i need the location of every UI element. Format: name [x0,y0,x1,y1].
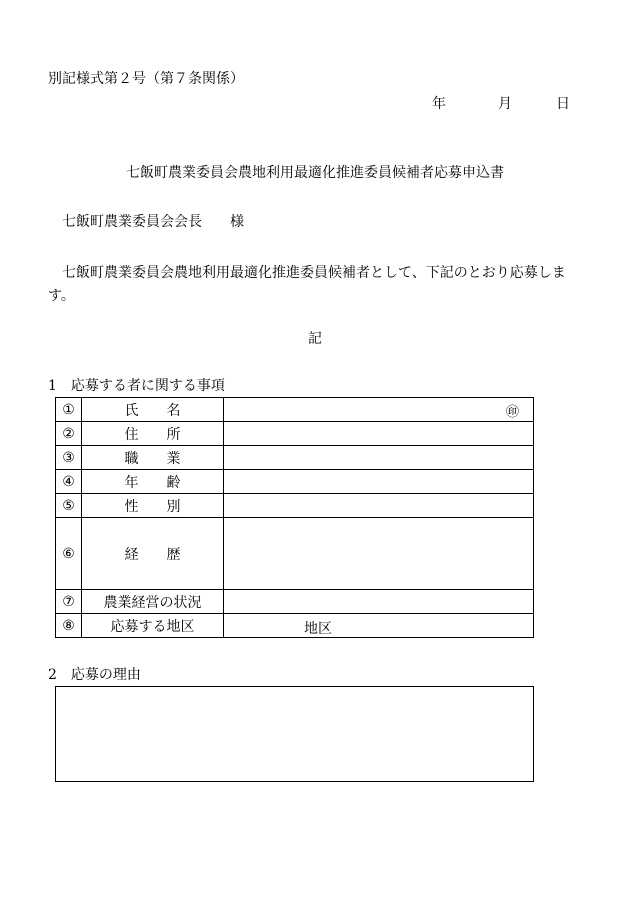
district-field[interactable] [224,614,534,638]
reason-textbox[interactable] [55,686,534,782]
application-statement: 七飯町農業委員会農地利用最適化推進委員候補者として、下記のとおり応募します。 [48,265,566,304]
occupation-field[interactable] [224,446,534,470]
document-title: 七飯町農業委員会農地利用最適化推進委員候補者応募申込書 [126,165,504,181]
table-row [56,494,534,518]
date-month: 月 [498,96,512,112]
table-row [56,422,534,446]
age-field[interactable] [224,470,534,494]
row-number: ④ [56,470,82,494]
row-label: 氏 名 [82,398,224,422]
table-row [56,446,534,470]
row-label: 住 所 [82,422,224,446]
address-field[interactable] [224,422,534,446]
career-field[interactable] [224,518,534,590]
table-row [56,614,534,638]
row-number: ⑧ [56,614,82,638]
table-row [56,518,534,590]
table-row [56,590,534,614]
name-field[interactable] [224,398,534,422]
seal-mark: ㊞ [505,405,519,420]
date-year: 年 [432,96,446,112]
applicant-info-table [55,397,534,638]
gender-field[interactable] [224,494,534,518]
row-number: ③ [56,446,82,470]
ki-heading: 記 [308,331,322,347]
row-label: 経 歴 [82,518,224,590]
farming-status-field[interactable] [224,590,534,614]
row-label: 年 齢 [82,470,224,494]
row-label: 職 業 [82,446,224,470]
row-number: ② [56,422,82,446]
row-label: 農業経営の状況 [82,590,224,614]
addressee: 七飯町農業委員会会長 様 [62,214,244,230]
section1-heading: 1 応募する者に関する事項 [48,378,225,394]
row-label: 応募する地区 [82,614,224,638]
row-number: ⑥ [56,518,82,590]
date-day: 日 [556,96,570,112]
row-number: ⑤ [56,494,82,518]
district-suffix: 地区 [304,621,332,637]
row-number: ⑦ [56,590,82,614]
table-row [56,398,534,422]
table-row [56,470,534,494]
section2-heading: 2 応募の理由 [48,667,141,683]
row-label: 性 別 [82,494,224,518]
form-code: 別記様式第２号（第７条関係） [48,71,244,87]
row-number: ① [56,398,82,422]
